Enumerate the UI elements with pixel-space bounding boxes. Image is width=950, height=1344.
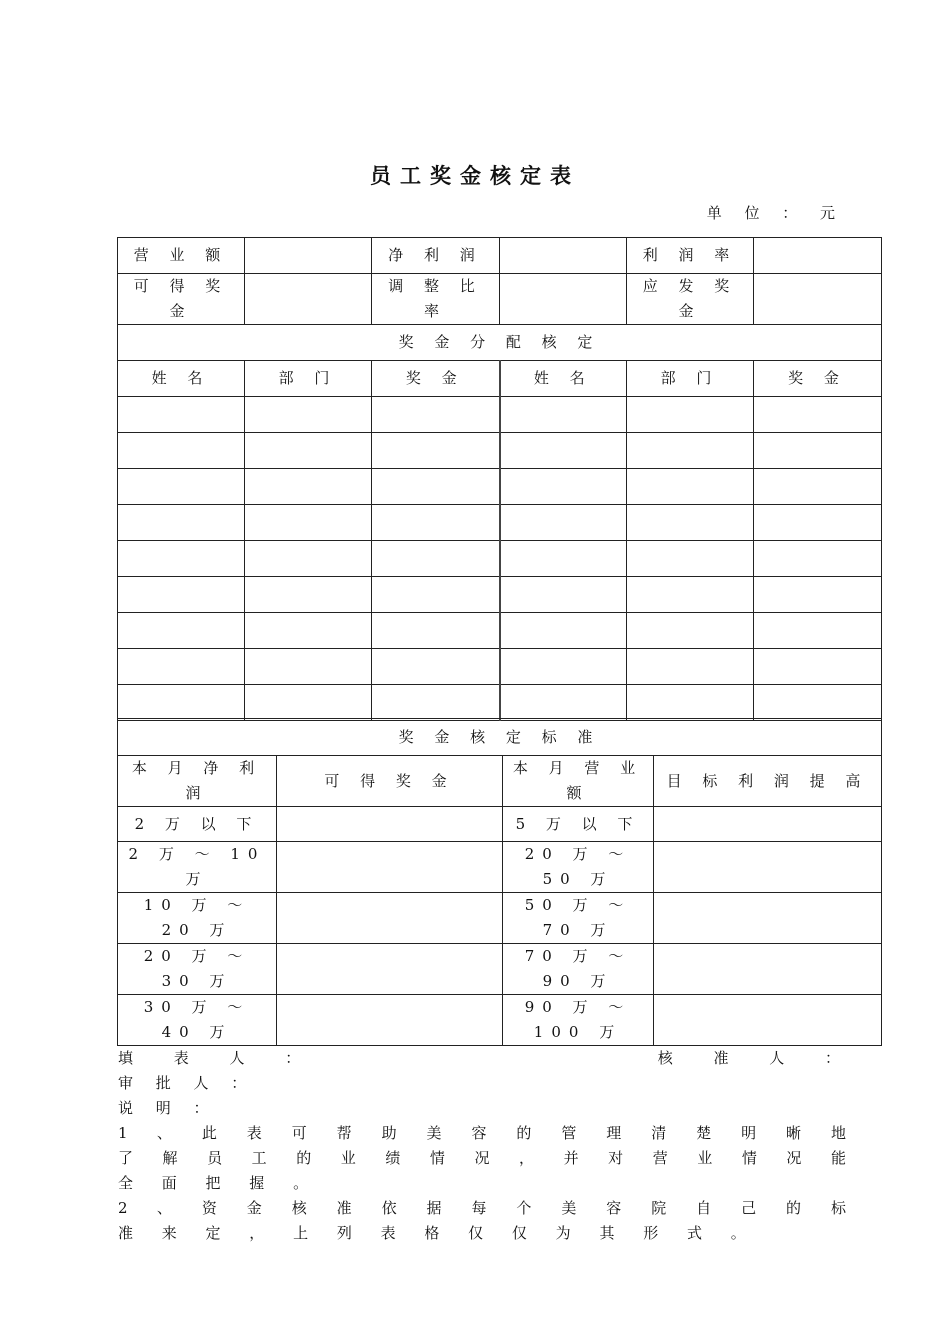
cell[interactable] — [654, 893, 882, 944]
header-department: 部 门 — [627, 361, 754, 397]
table-row — [118, 842, 882, 893]
table-row — [118, 995, 882, 1046]
footer-notes — [118, 1046, 858, 1246]
cell[interactable] — [277, 842, 503, 893]
table-row — [118, 505, 882, 541]
table-row — [118, 433, 882, 469]
cell[interactable] — [500, 397, 627, 433]
available-bonus-value-cell[interactable] — [245, 274, 372, 325]
cell[interactable] — [277, 807, 503, 842]
cell[interactable] — [118, 577, 245, 613]
table-row — [118, 541, 882, 577]
available-bonus-label: 可 得 奖 金 — [118, 274, 245, 325]
cell[interactable] — [277, 944, 503, 995]
cell[interactable] — [754, 577, 882, 613]
cell[interactable] — [245, 433, 372, 469]
cell[interactable] — [754, 433, 882, 469]
cell[interactable] — [372, 433, 500, 469]
cell[interactable] — [754, 505, 882, 541]
net-profit-value-cell[interactable] — [500, 238, 627, 274]
cell[interactable] — [118, 541, 245, 577]
cell[interactable] — [372, 649, 500, 685]
note-1: 1 、 此 表 可 帮 助 美 容 的 管 理 清 楚 明 晰 地 了 解 员 工 的 业 绩 情 况 ， 并 对 营 业 情 况 能 全 面 把 握 。 — [118, 1124, 858, 1192]
page-title: 员工奖金核定表 — [370, 164, 580, 188]
cell[interactable] — [372, 613, 500, 649]
cell[interactable] — [754, 469, 882, 505]
profit-range: 2 万 以 下 — [118, 807, 277, 842]
cell[interactable] — [654, 807, 882, 842]
cell[interactable] — [627, 433, 754, 469]
cell[interactable] — [654, 995, 882, 1046]
header-bonus: 奖 金 — [754, 361, 882, 397]
cell[interactable] — [500, 433, 627, 469]
header-bonus: 奖 金 — [372, 361, 500, 397]
cell[interactable] — [372, 541, 500, 577]
cell[interactable] — [372, 397, 500, 433]
cell[interactable] — [654, 944, 882, 995]
table-row — [118, 807, 882, 842]
cell[interactable] — [627, 649, 754, 685]
header-available-bonus: 可 得 奖 金 — [277, 756, 503, 807]
sales-range: 20 万 ～ 50 万 — [503, 842, 654, 893]
unit-label: 单 位 ： 元 — [706, 204, 844, 222]
signature-row — [118, 1046, 858, 1071]
reviewer-label: 审 批 人 ： — [118, 1074, 256, 1092]
table-row — [118, 649, 882, 685]
cell[interactable] — [372, 505, 500, 541]
bonus-distribution-table — [117, 237, 882, 721]
adjust-ratio-value-cell[interactable] — [500, 274, 627, 325]
cell[interactable] — [118, 613, 245, 649]
cell[interactable] — [627, 613, 754, 649]
profit-rate-value-cell[interactable] — [754, 238, 882, 274]
cell[interactable] — [372, 469, 500, 505]
table-row — [118, 893, 882, 944]
cell[interactable] — [245, 685, 372, 721]
approver-label: 核 准 人 ： — [657, 1049, 858, 1067]
note-2: 2 、 资 金 核 准 依 据 每 个 美 容 院 自 己 的 标 准 来 定 ， 上 列 表 格 仅 仅 为 其 形 式 。 — [118, 1199, 858, 1242]
cell[interactable] — [245, 613, 372, 649]
notes-label: 说 明 ： — [118, 1099, 218, 1117]
distribution-section-title: 奖 金 分 配 核 定 — [118, 325, 882, 361]
net-profit-label: 净 利 润 — [372, 238, 500, 274]
cell[interactable] — [627, 505, 754, 541]
cell[interactable] — [277, 893, 503, 944]
cell[interactable] — [627, 577, 754, 613]
cell[interactable] — [277, 995, 503, 1046]
cell[interactable] — [118, 433, 245, 469]
header-name: 姓 名 — [118, 361, 245, 397]
sales-range: 5 万 以 下 — [503, 807, 654, 842]
cell[interactable] — [245, 505, 372, 541]
profit-range: 2 万 ～ 10 万 — [118, 842, 277, 893]
profit-range: 20 万 ～ 30 万 — [118, 944, 277, 995]
cell[interactable] — [118, 649, 245, 685]
profit-range: 10 万 ～ 20 万 — [118, 893, 277, 944]
profit-range: 30 万 ～ 40 万 — [118, 995, 277, 1046]
cell[interactable] — [245, 577, 372, 613]
table-row — [118, 397, 882, 433]
standard-section-title: 奖 金 核 定 标 准 — [118, 719, 882, 756]
table-row — [118, 469, 882, 505]
header-monthly-sales: 本 月 营 业 额 — [503, 756, 654, 807]
cell[interactable] — [118, 469, 245, 505]
sales-range: 70 万 ～ 90 万 — [503, 944, 654, 995]
payable-bonus-value-cell[interactable] — [754, 274, 882, 325]
cell[interactable] — [627, 397, 754, 433]
cell[interactable] — [654, 842, 882, 893]
sales-label: 营 业 额 — [118, 238, 245, 274]
cell[interactable] — [245, 397, 372, 433]
cell[interactable] — [245, 469, 372, 505]
header-name: 姓 名 — [500, 361, 627, 397]
cell[interactable] — [627, 469, 754, 505]
cell[interactable] — [245, 649, 372, 685]
table-row — [118, 613, 882, 649]
table-row — [118, 944, 882, 995]
header-target-profit-increase: 目 标 利 润 提 高 — [654, 756, 882, 807]
sales-range: 50 万 ～ 70 万 — [503, 893, 654, 944]
cell[interactable] — [500, 469, 627, 505]
cell[interactable] — [118, 685, 245, 721]
cell[interactable] — [627, 685, 754, 721]
cell[interactable] — [372, 577, 500, 613]
table-row — [118, 577, 882, 613]
payable-bonus-label: 应 发 奖 金 — [627, 274, 754, 325]
adjust-ratio-label: 调 整 比 率 — [372, 274, 500, 325]
header-department: 部 门 — [245, 361, 372, 397]
cell[interactable] — [372, 685, 500, 721]
cell[interactable] — [754, 685, 882, 721]
cell[interactable] — [754, 541, 882, 577]
table-row — [118, 685, 882, 721]
cell[interactable] — [245, 541, 372, 577]
cell[interactable] — [500, 577, 627, 613]
filler-label: 填 表 人 ： — [118, 1049, 319, 1067]
cell[interactable] — [118, 505, 245, 541]
cell[interactable] — [500, 685, 627, 721]
bonus-standard-table — [117, 718, 882, 1046]
cell[interactable] — [754, 613, 882, 649]
cell[interactable] — [500, 649, 627, 685]
cell[interactable] — [754, 397, 882, 433]
cell[interactable] — [500, 541, 627, 577]
sales-range: 90 万 ～ 100 万 — [503, 995, 654, 1046]
profit-rate-label: 利 润 率 — [627, 238, 754, 274]
cell[interactable] — [500, 613, 627, 649]
cell[interactable] — [118, 397, 245, 433]
cell[interactable] — [754, 649, 882, 685]
cell[interactable] — [627, 541, 754, 577]
sales-value-cell[interactable] — [245, 238, 372, 274]
header-monthly-net-profit: 本 月 净 利 润 — [118, 756, 277, 807]
cell[interactable] — [500, 505, 627, 541]
